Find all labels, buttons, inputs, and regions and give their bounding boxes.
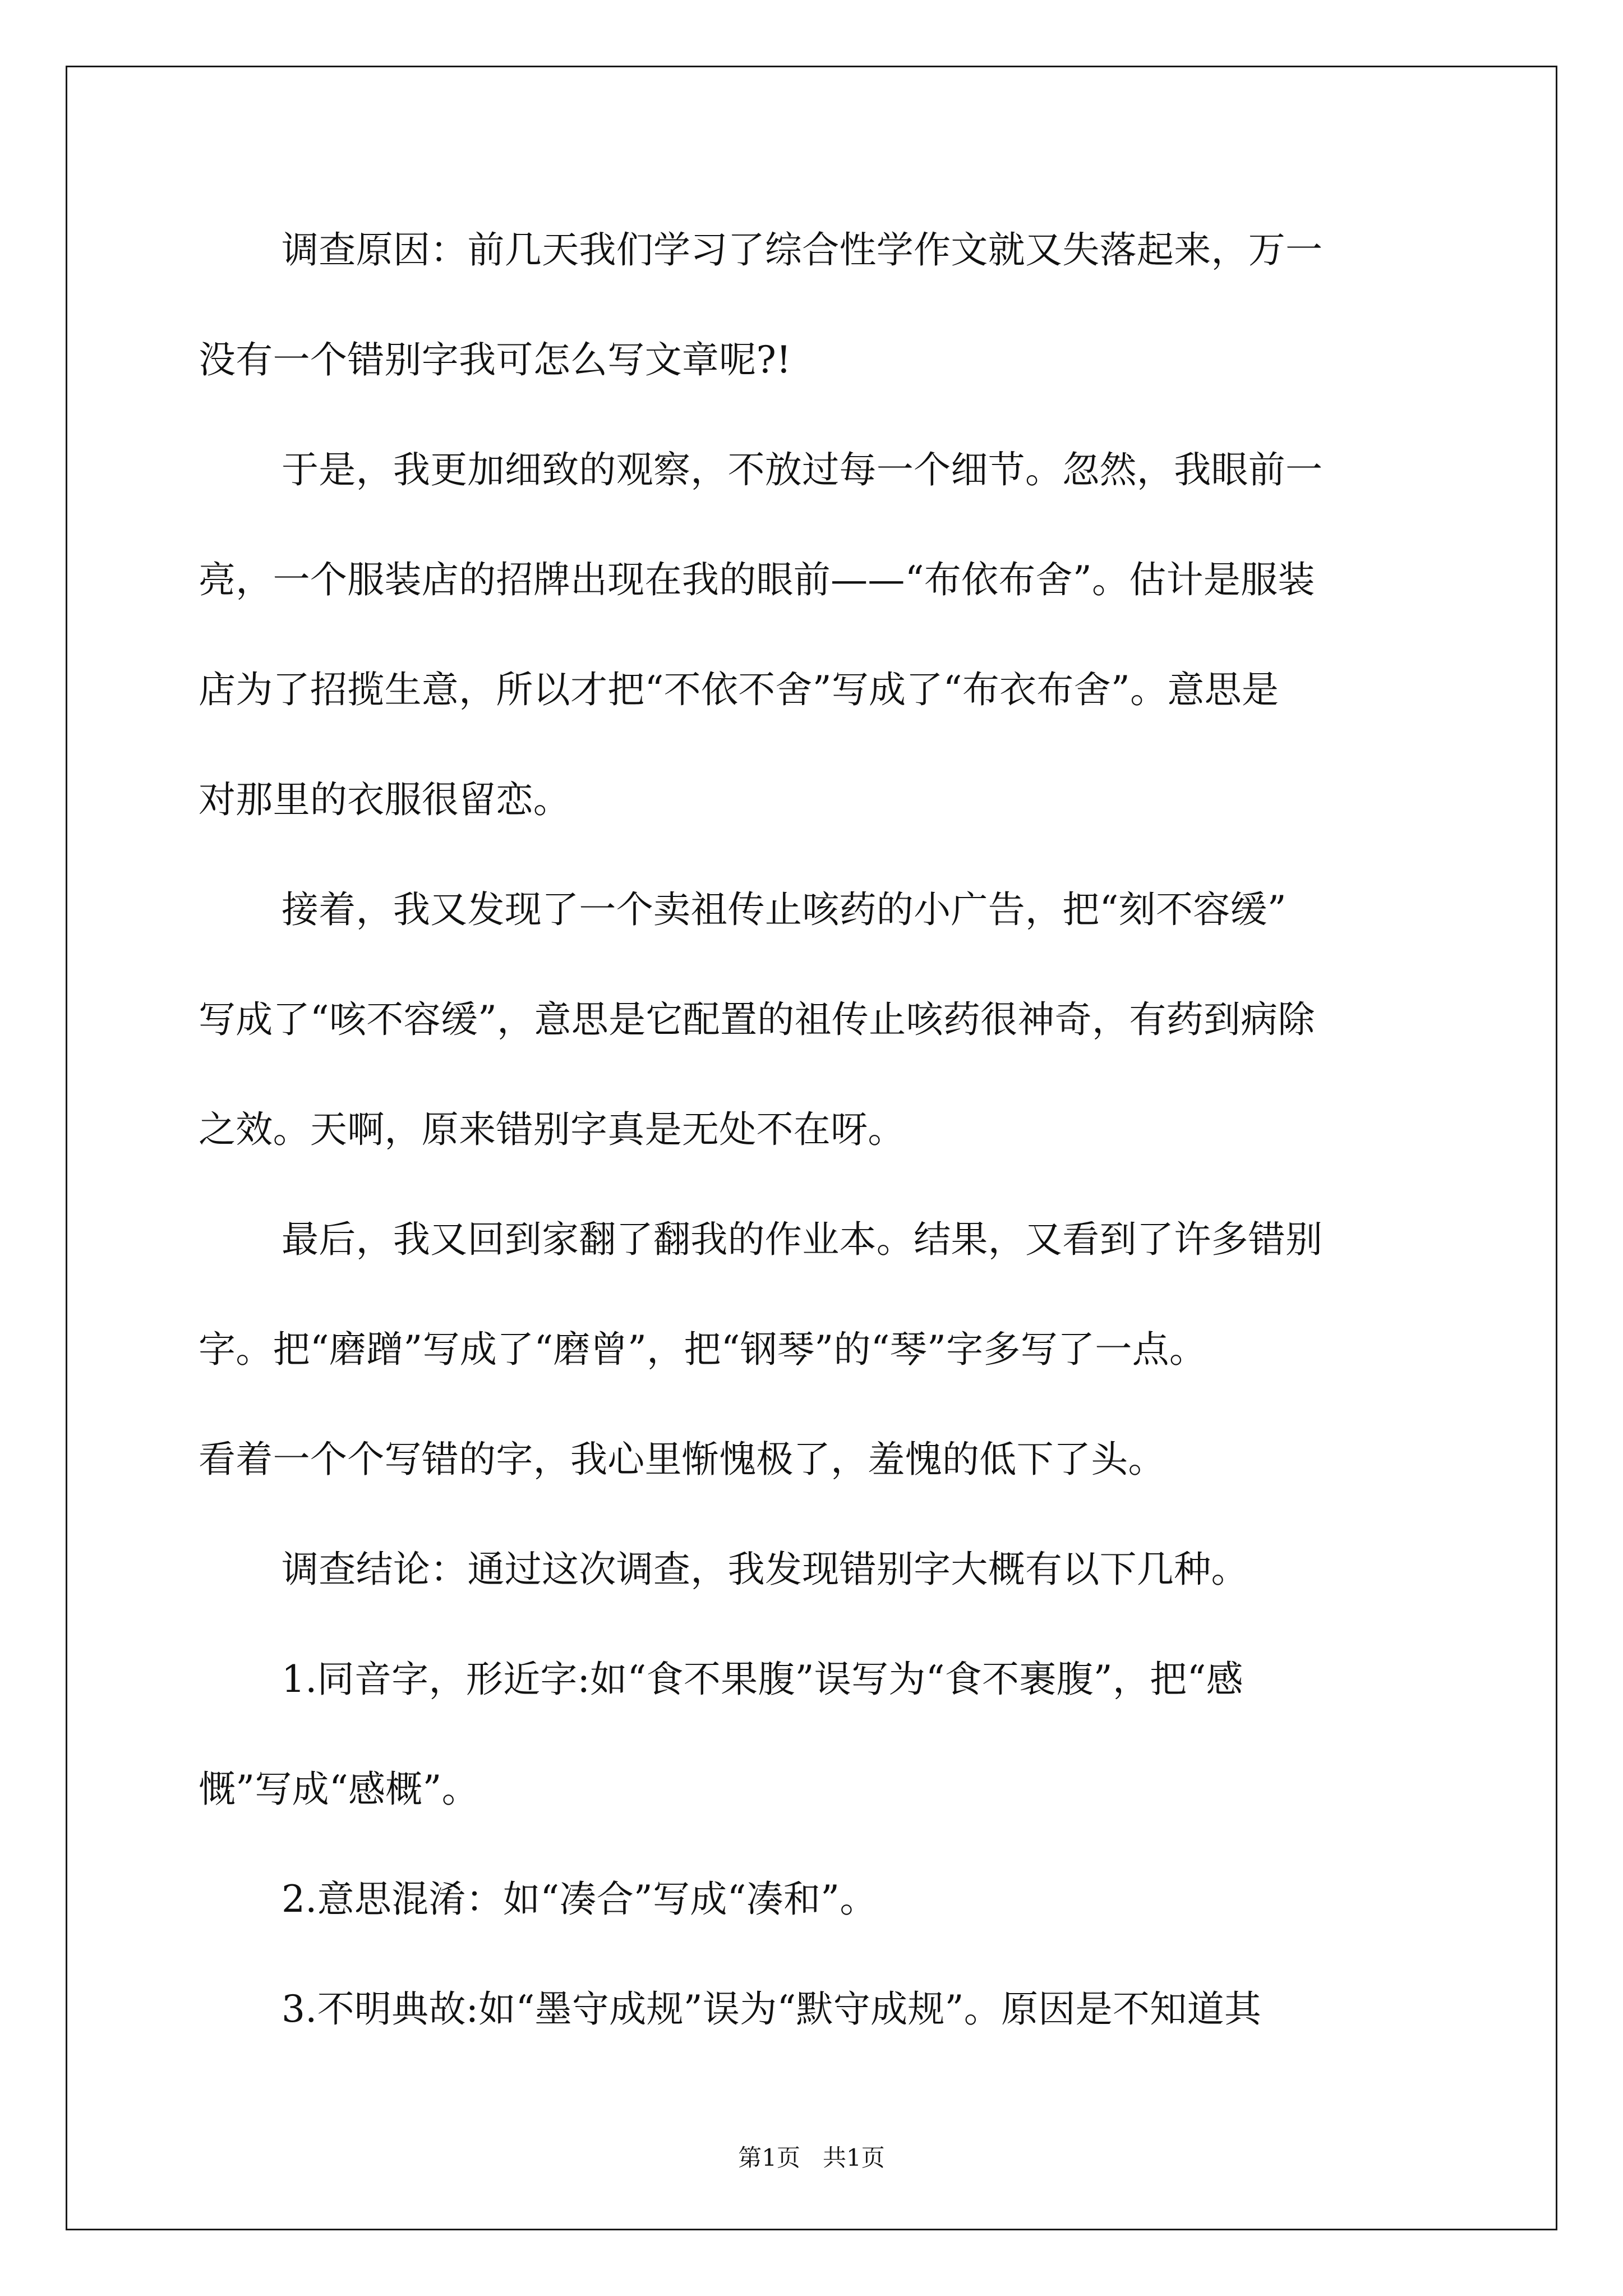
page-footer: 第1页 共1页 bbox=[738, 2144, 885, 2171]
paragraph-line: 于是，我更加细致的观察，不放过每一个细节。忽然，我眼前一 bbox=[282, 448, 1323, 491]
paragraph-line: 亮，一个服装店的招牌出现在我的眼前——“布依布舍”。估计是服装 bbox=[199, 558, 1315, 601]
paragraph-line: 最后，我又回到家翻了翻我的作业本。结果，又看到了许多错别 bbox=[282, 1218, 1323, 1261]
paragraph-line: 写成了“咳不容缓”，意思是它配置的祖传止咳药很神奇，有药到病除 bbox=[199, 998, 1315, 1041]
paragraph-line: 店为了招揽生意，所以才把“不依不舍”写成了“布衣布舍”。意思是 bbox=[199, 668, 1279, 711]
paragraph-line: 对那里的衣服很留恋。 bbox=[199, 778, 570, 821]
paragraph-line: 字。把“磨蹭”写成了“磨曾”，把“钢琴”的“琴”字多写了一点。 bbox=[199, 1328, 1207, 1371]
paragraph-line: 没有一个错别字我可怎么写文章呢?! bbox=[199, 338, 792, 381]
paragraph-line: 调查结论：通过这次调查，我发现错别字大概有以下几种。 bbox=[282, 1548, 1248, 1591]
paragraph-line: 2.意思混淆：如“凑合”写成“凑和”。 bbox=[282, 1878, 877, 1921]
paragraph-line: 慨”写成“感概”。 bbox=[199, 1768, 479, 1811]
paragraph-line: 看着一个个写错的字，我心里惭愧极了，羞愧的低下了头。 bbox=[199, 1438, 1165, 1481]
paragraph-line: 接着，我又发现了一个卖祖传止咳药的小广告，把“刻不容缓” bbox=[282, 888, 1287, 931]
paragraph-line: 调查原因：前几天我们学习了综合性学作文就又失落起来，万一 bbox=[282, 228, 1323, 272]
paragraph-line: 3.不明典故:如“墨守成规”误为“默守成规”。原因是不知道其 bbox=[282, 1987, 1262, 2031]
paragraph-line: 之效。天啊，原来错别字真是无处不在呀。 bbox=[199, 1108, 905, 1151]
paragraph-line: 1.同音字，形近字:如“食不果腹”误写为“食不裹腹”，把“感 bbox=[282, 1658, 1243, 1701]
